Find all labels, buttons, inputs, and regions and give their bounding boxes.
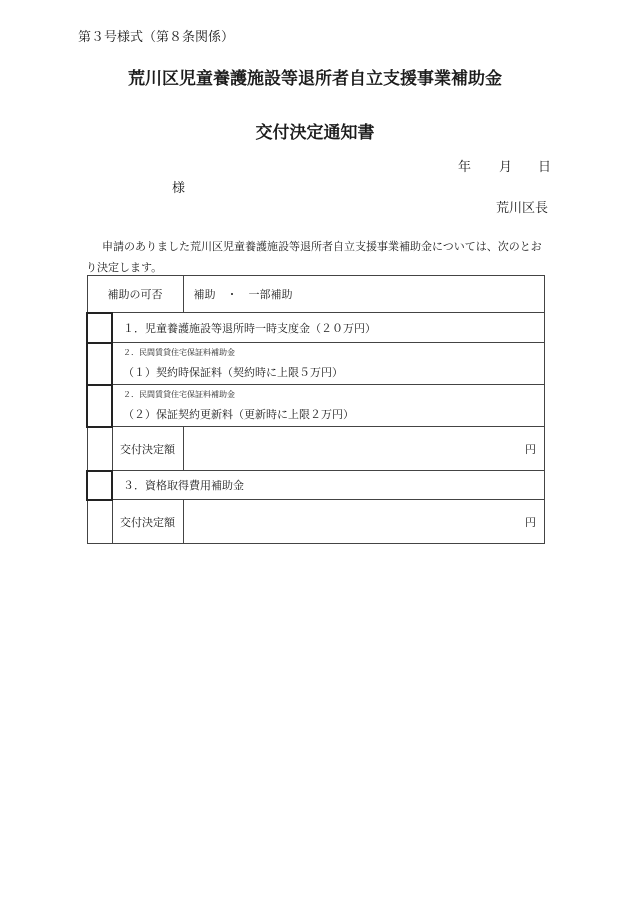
recipient-honorific: 様 [172,181,186,196]
amount1-value[interactable] [183,427,545,471]
amount2-value[interactable] [183,500,545,544]
body-text-line2: り決定します。 [86,261,163,274]
amount1-label: 交付決定額 [112,427,183,471]
amount1-spacer [87,427,112,471]
item1-label: １．児童養護施設等退所時一時支度金（２０万円） [112,313,545,343]
item2a-checkbox[interactable] [87,343,112,385]
item2b-label: （２）保証契約更新料（更新時に上限２万円） [123,408,354,421]
item2b-cell [112,385,545,427]
amount-row-2 [87,500,545,544]
date-year: 年 [458,160,472,175]
item-row-2a [87,343,545,385]
approval-value[interactable]: 補助 ・ 一部補助 [183,276,545,313]
amount1-yen: 円 [525,442,536,456]
amount-row-1 [87,427,545,471]
form-number: 第３号様式（第８条関係） [78,30,235,45]
item3-checkbox[interactable] [87,471,112,500]
body-text-line1: 申請のありました荒川区児童養護施設等退所者自立支援事業補助金については、次のとお [102,240,542,253]
document-subtitle: 交付決定通知書 [255,123,375,143]
item2b-note: ２．民間賃貸住宅保証料補助金 [123,390,235,399]
item-row-3 [87,471,545,500]
amount2-yen: 円 [525,515,536,529]
date-day: 日 [538,160,552,175]
item-row-2b [87,385,545,427]
item-row-1 [87,313,545,343]
item1-checkbox[interactable] [87,313,112,343]
approval-row [87,276,545,313]
date-month: 月 [499,160,513,175]
item3-label: ３．資格取得費用補助金 [112,471,545,500]
document-title: 荒川区児童養護施設等退所者自立支援事業補助金 [128,69,502,89]
item2b-checkbox[interactable] [87,385,112,427]
item2a-label: （１）契約時保証料（契約時に上限５万円） [123,366,343,379]
approval-label: 補助の可否 [87,276,183,313]
amount2-spacer [87,500,112,544]
issuer-name: 荒川区長 [496,201,549,216]
item2a-cell [112,343,545,385]
amount2-label: 交付決定額 [112,500,183,544]
item2a-note: ２．民間賃貸住宅保証料補助金 [123,348,235,357]
decision-table [86,275,545,544]
